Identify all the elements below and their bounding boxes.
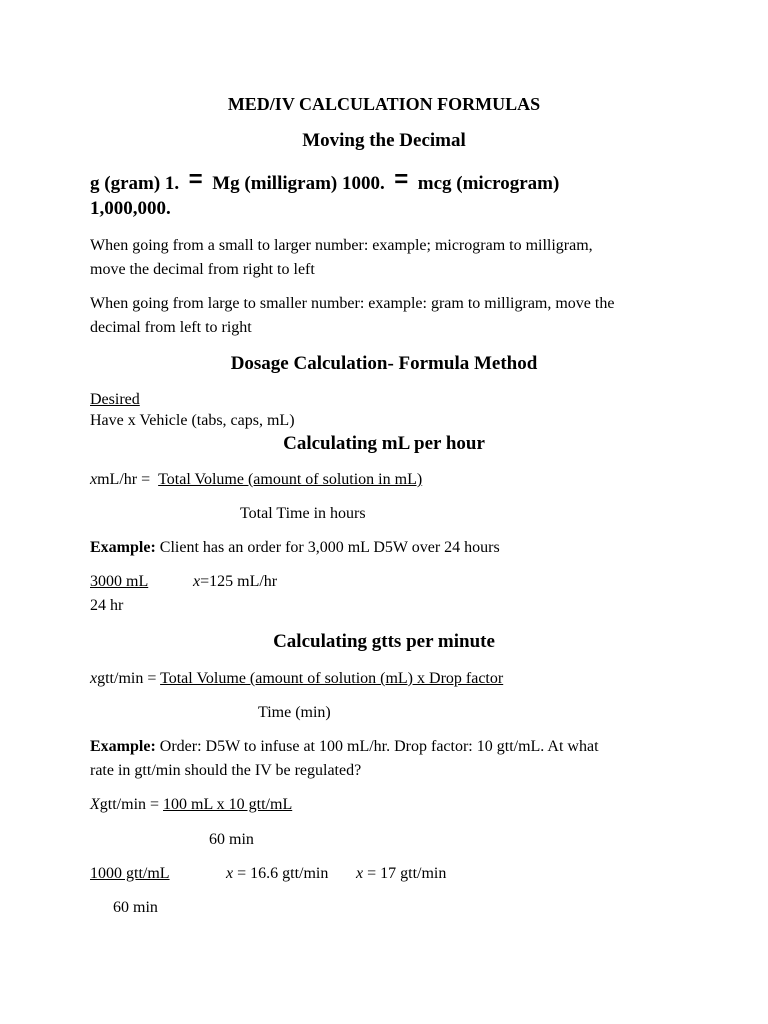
ml-hour-calc-result bbox=[193, 570, 277, 594]
variable-x: x bbox=[90, 471, 98, 488]
gtts-example-line-1 bbox=[90, 735, 599, 759]
calc-denominator: 24 hr bbox=[90, 597, 124, 614]
calc-result: =125 mL/hr bbox=[200, 573, 278, 590]
ml-hour-denominator: Total Time in hours bbox=[240, 505, 366, 522]
gtts-step bbox=[90, 862, 170, 886]
variable-x: x bbox=[356, 865, 364, 882]
example-label: Example: bbox=[90, 738, 156, 755]
gtts-calc bbox=[90, 793, 292, 817]
calc-label: gtt/min = bbox=[99, 796, 164, 813]
equals-sign: = bbox=[394, 166, 409, 193]
dosage-heading: Dosage Calculation- Formula Method bbox=[230, 353, 538, 374]
ml-hour-formula bbox=[90, 468, 422, 492]
gram-text: g (gram) 1. bbox=[90, 173, 180, 194]
ml-hour-example bbox=[90, 536, 500, 560]
variable-x: x bbox=[90, 670, 98, 687]
large-to-small-line-2: decimal from left to right bbox=[90, 319, 252, 336]
formula-label: gtt/min = bbox=[97, 670, 161, 687]
large-to-small-line-1: When going from large to smaller number: example: gram to milligram, move the bbox=[90, 295, 615, 312]
small-to-large-line-2: move the decimal from right to left bbox=[90, 261, 315, 278]
variable-x: x bbox=[193, 573, 201, 590]
gtts-calc-denominator: 60 min bbox=[209, 831, 254, 848]
formula-numerator: Total Volume (amount of solution (mL) x Drop factor bbox=[160, 670, 504, 687]
gtts-step-result-2 bbox=[356, 862, 446, 886]
decimal-heading: Moving the Decimal bbox=[302, 130, 466, 151]
step-numerator: 1000 gtt/mL bbox=[90, 865, 170, 882]
example-label: Example: bbox=[90, 539, 156, 556]
ml-hour-calc bbox=[90, 570, 148, 594]
desired-text: Desired bbox=[90, 391, 140, 408]
step-denominator: 60 min bbox=[113, 899, 158, 916]
variable-x: X bbox=[90, 796, 100, 813]
equals-sign: = bbox=[188, 166, 203, 193]
page-title: MED/IV CALCULATION FORMULAS bbox=[227, 94, 541, 114]
small-to-large-line-1: When going from a small to larger number: example; microgram to milligram, bbox=[90, 237, 593, 254]
gtts-step-result-1 bbox=[226, 862, 328, 886]
formula-label: mL/hr = bbox=[97, 471, 155, 488]
microgram-value: 1,000,000. bbox=[90, 198, 171, 219]
conversion-line bbox=[90, 166, 560, 196]
example-text: Order: D5W to infuse at 100 mL/hr. Drop factor: 10 gtt/mL. At what bbox=[155, 738, 599, 755]
have-text: Have x Vehicle (tabs, caps, mL) bbox=[90, 412, 295, 429]
example-text: Client has an order for 3,000 mL D5W over 24 hours bbox=[155, 539, 500, 556]
ml-hour-heading: Calculating mL per hour bbox=[283, 433, 485, 454]
microgram-text: mcg (microgram) bbox=[417, 173, 560, 194]
step-result: = 17 gtt/min bbox=[363, 865, 447, 882]
gtts-formula bbox=[90, 667, 503, 691]
variable-x: x bbox=[226, 865, 234, 882]
milligram-text: Mg (milligram) 1000. bbox=[212, 173, 385, 194]
gtts-heading: Calculating gtts per minute bbox=[273, 631, 495, 652]
formula-numerator: Total Volume (amount of solution in mL) bbox=[158, 471, 423, 488]
calc-numerator: 100 mL x 10 gtt/mL bbox=[163, 796, 293, 813]
gtts-denominator: Time (min) bbox=[258, 704, 331, 721]
gtts-example-line-2: rate in gtt/min should the IV be regulated? bbox=[90, 762, 362, 779]
calc-numerator: 3000 mL bbox=[90, 573, 149, 590]
step-result: = 16.6 gtt/min bbox=[233, 865, 329, 882]
